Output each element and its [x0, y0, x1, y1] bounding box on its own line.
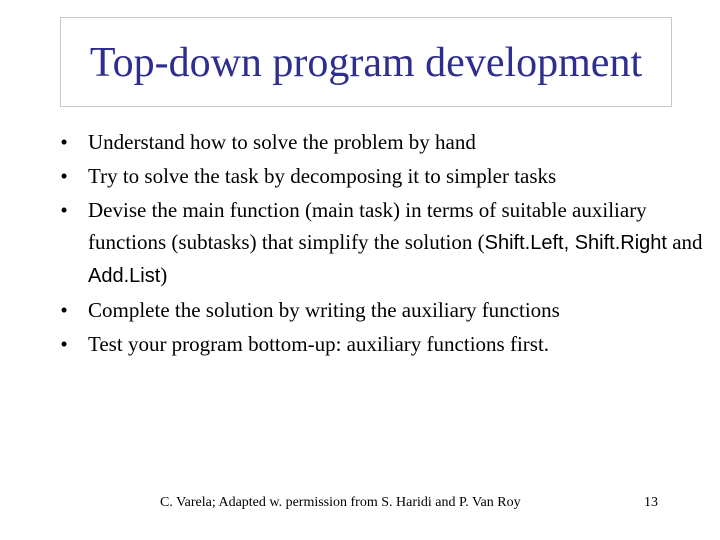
bullet-item [56, 160, 706, 192]
bullet-dot-icon: • [60, 332, 68, 356]
and-word: and [666, 230, 703, 254]
bullet-text: Complete the solution by writing the auxiliary functions [88, 298, 560, 322]
bullet-item [56, 194, 706, 292]
page-number: 13 [644, 495, 658, 510]
bullet-item [56, 126, 706, 158]
title-box [60, 17, 672, 107]
bullet-item [56, 328, 706, 360]
bullet-dot-icon: • [60, 164, 68, 188]
bullet-item [56, 294, 706, 326]
bullet-text-devise: Devise the main function (main task) in terms of suitable auxiliary functions (subtasks) that simplify the solution ( [88, 198, 647, 254]
footer-credit: C. Varela; Adapted w. permission from S. Haridi and P. Van Roy [160, 495, 521, 510]
bullet-text: Try to solve the task by decomposing it to simpler tasks [88, 164, 557, 188]
bullet-text: Test your program bottom-up: auxiliary functions first. [88, 332, 550, 356]
bullet-dot-icon: • [60, 298, 68, 322]
bullet-dot-icon: • [60, 198, 68, 222]
code-shift-left: Shift.Left [484, 232, 564, 254]
bullet-text: Understand how to solve the problem by hand [88, 130, 476, 154]
code-shift-right: Shift.Right [574, 232, 667, 254]
bullet-dot-icon: • [60, 130, 68, 154]
bullet-list [56, 126, 706, 362]
code-add-list: Add.List [88, 265, 161, 287]
separator-comma: , [563, 232, 575, 254]
closing-paren: ) [160, 263, 168, 287]
slide-title: Top-down program development [89, 40, 643, 86]
